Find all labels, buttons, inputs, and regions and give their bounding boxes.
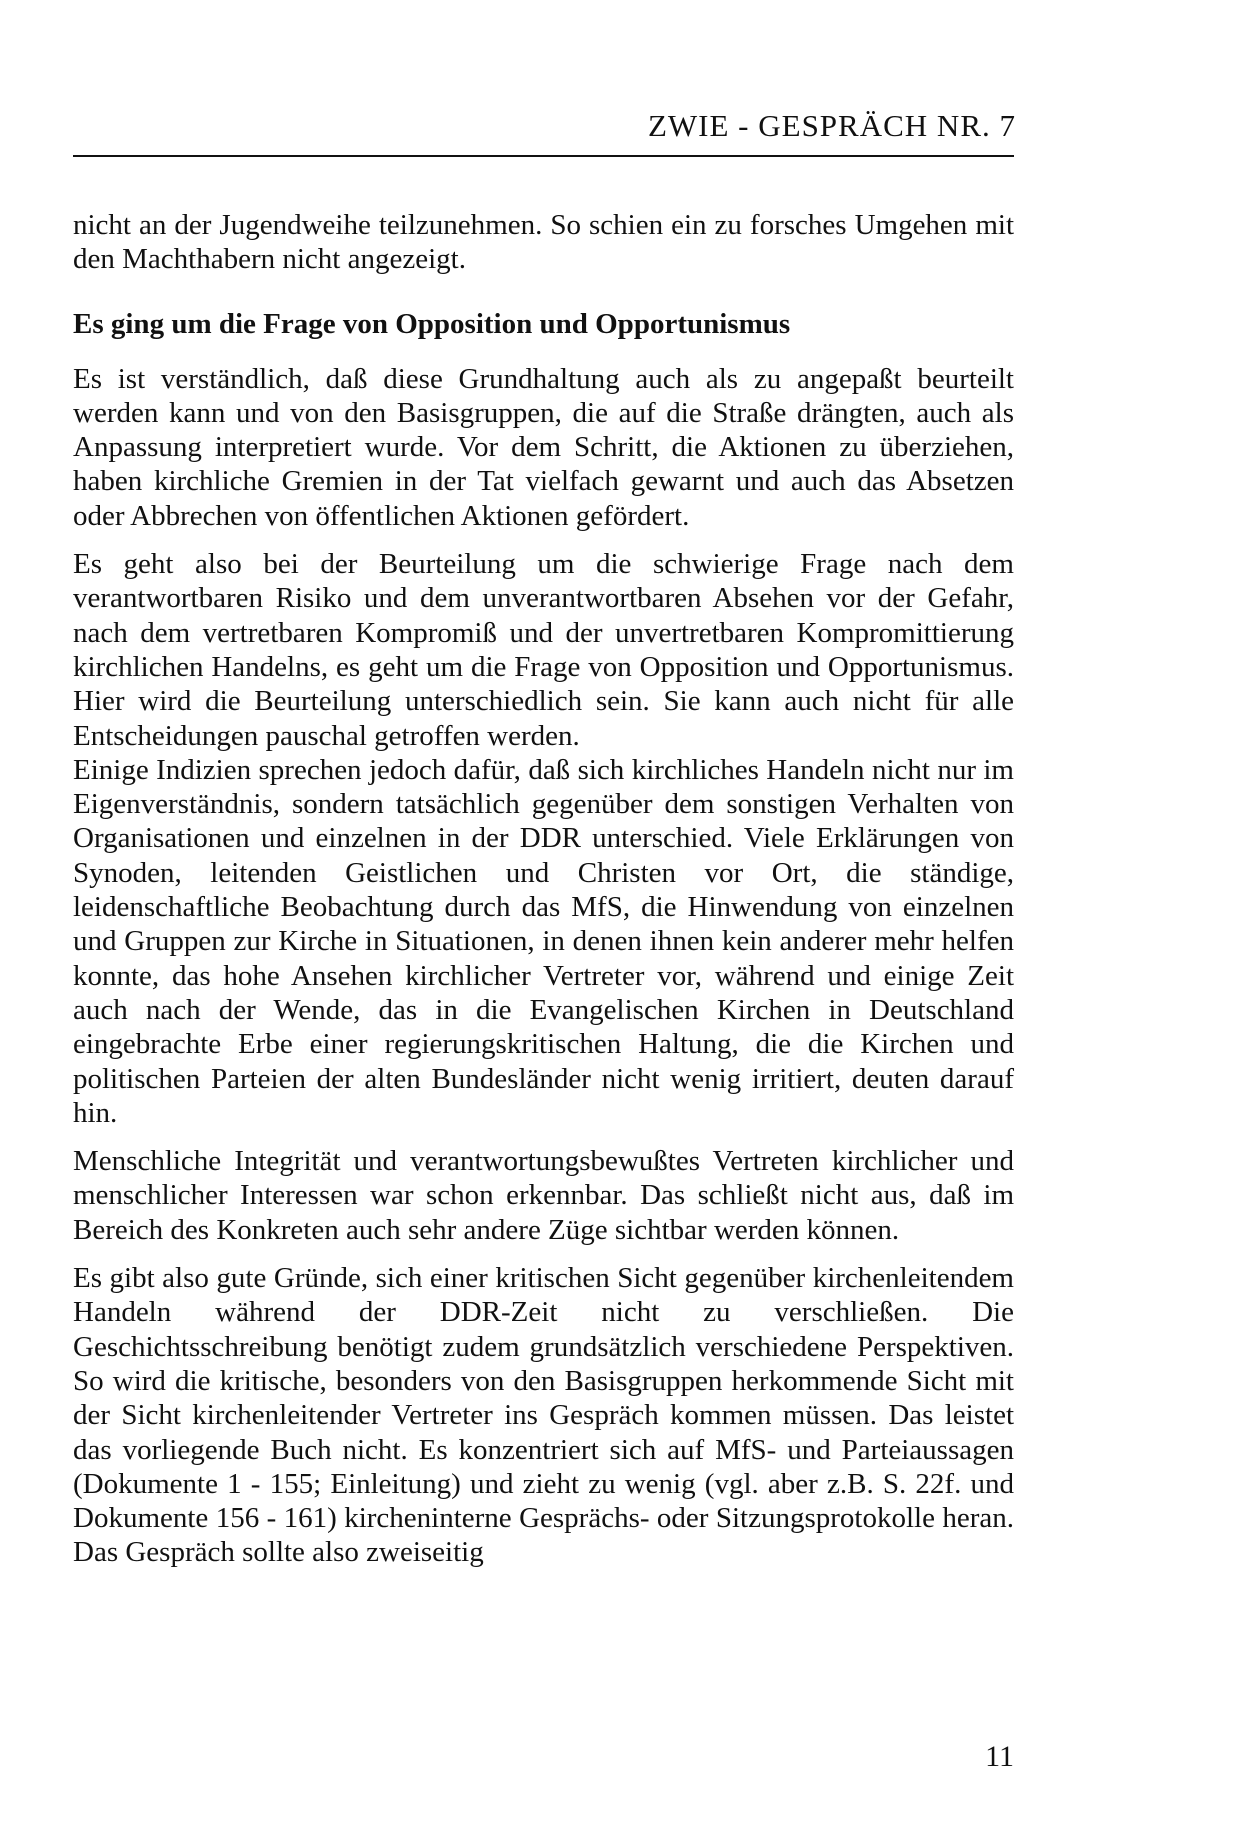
paragraph-3: Es geht also bei der Beurteilung um die schwierige Frage nach dem verantwortbaren Risiko und dem unverantwortbaren Absehen vor der Gefahr, nach dem vertretbaren Kompromiß und der unvertretbaren Kompromittierung kirchlichen Handelns, es geht um die Frage von Opposition und Opportunismus. Hier wird die Beurteilung unterschiedlich sein. Sie kann auch nicht für alle Entscheidungen pauschal getroffen werden. — [73, 548, 1014, 752]
paragraph-5: Menschliche Integrität und verantwortungsbewußtes Vertreten kirchlicher und menschlicher Interessen war schon erkennbar. Das schließt nicht aus, daß im Bereich des Konkreten auch sehr andere Züge sichtbar werden können. — [73, 1145, 1014, 1246]
header-rule — [73, 155, 1014, 157]
section-heading: Es ging um die Frage von Opposition und Opportunismus — [73, 307, 791, 340]
paragraph-4: Einige Indizien sprechen jedoch dafür, daß sich kirchliches Handeln nicht nur im Eigenverständnis, sondern tatsächlich gegenüber dem sonstigen Verhalten von Organisationen und einzelnen in der DDR unterschied. Viele Erklärungen von Synoden, leitenden Geistlichen und Christen vor Ort, die ständige, leidenschaftliche Beobachtung durch das MfS, die Hinwendung von einzelnen und Gruppen zur Kirche in Situationen, in denen ihnen kein anderer mehr helfen konnte, das hohe Ansehen kirchlicher Vertreter vor, während und einige Zeit auch nach der Wende, das in die Evangelischen Kirchen in Deutschland eingebrachte Erbe einer regierungskritischen Haltung, die die Kirchen und politischen Parteien der alten Bundesländer nicht wenig irritiert, deuten darauf hin. — [73, 753, 1014, 1129]
page-body — [73, 208, 1014, 1570]
paragraph-1: nicht an der Jugendweihe teilzunehmen. So schien ein zu forsches Umgehen mit den Machthabern nicht angezeigt. — [73, 209, 1014, 276]
paragraph-2: Es ist verständlich, daß diese Grundhaltung auch als zu angepaßt beurteilt werden kann und von den Basisgruppen, die auf die Straße drängten, auch als Anpassung interpretiert wurde. Vor dem Schritt, die Aktionen zu überziehen, haben kirchliche Gremien in der Tat vielfach gewarnt und auch das Absetzen oder Abbrechen von öffentlichen Aktionen gefördert. — [73, 362, 1014, 532]
paragraph-6: Es gibt also gute Gründe, sich einer kritischen Sicht gegenüber kirchenleitendem Handeln während der DDR-Zeit nicht zu verschließen. Die Geschichtsschreibung benötigt zudem grundsätzlich verschiedene Perspektiven. So wird die kritische, besonders von den Basisgruppen herkommende Sicht mit der Sicht kirchenleitender Vertreter ins Gespräch kommen müssen. Das leistet das vorliegende Buch nicht. Es konzentriert sich auf MfS- und Parteiaussagen (Dokumente 1 - 155; Einleitung) und zieht zu wenig (vgl. aber z.B. S. 22f. und Dokumente 156 - 161) kircheninterne Gesprächs- oder Sitzungsprotokolle heran. Das Gespräch sollte also zweiseitig — [73, 1262, 1014, 1569]
page-number: 11 — [985, 1740, 1014, 1773]
running-header: ZWIE - GESPRÄCH NR. 7 — [647, 108, 1016, 143]
